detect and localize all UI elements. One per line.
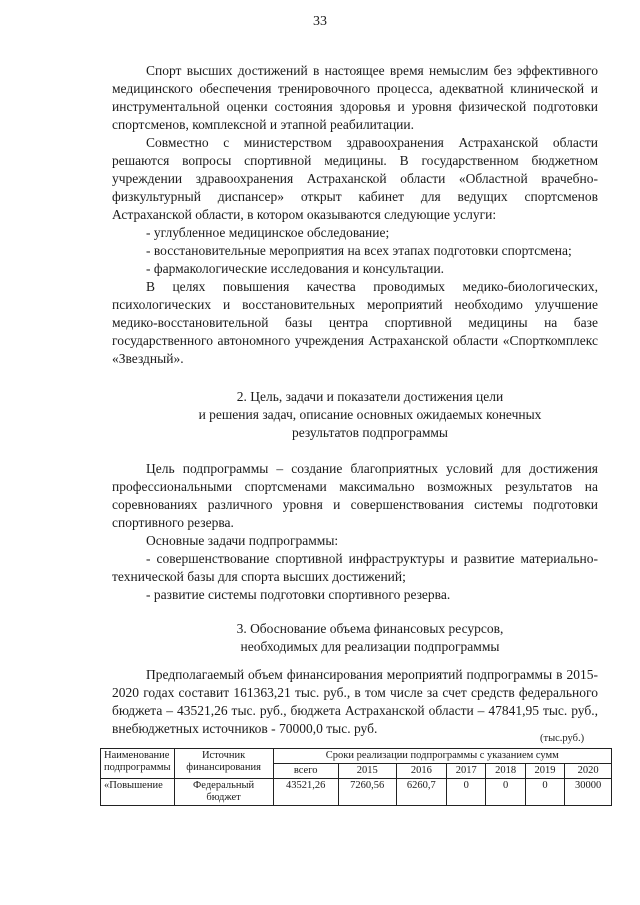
header-year: 2016: [396, 764, 446, 779]
paragraph: Спорт высших достижений в настоящее время немыслим без эффективного медицинского обеспечения тренировочного процесса, адекватной клинической и инструментальной оценки состояния здоровья и уровня физической подготовки спортсменов, комплексной и этапной реабилитации.: [112, 63, 598, 132]
paragraph: Цель подпрограммы – создание благоприятных условий для достижения профессиональными спортсменами максимально возможных результатов на соревнованиях различного уровня и совершенствования системы подготовки спортивного резерва.: [112, 461, 598, 530]
cell-value: 30000: [565, 779, 612, 806]
header-source: Источник финансирования: [174, 749, 273, 779]
header-year: 2020: [565, 764, 612, 779]
header-year: 2017: [447, 764, 486, 779]
section-3-heading: 3. Обоснование объема финансовых ресурсов, необходимых для реализации подпрограммы: [236, 621, 504, 654]
paragraph: Совместно с министерством здравоохранения Астраханской области решаются вопросы спортивной медицины. В государственном бюджетном учреждении здравоохранения Астраханской области «Областной врачебно-физкультурный диспансер» открыт кабинет для ведущих спортсменов Астраханской области, в котором оказываются следующие услуги:: [112, 135, 598, 222]
unit-note: (тыс.руб.): [540, 733, 585, 744]
header-periods: Сроки реализации подпрограммы с указанием сумм: [273, 749, 611, 764]
cell-value: 6260,7: [396, 779, 446, 806]
header-total: всего: [273, 764, 338, 779]
paragraph: Предполагаемый объем финансирования мероприятий подпрограммы в 2015-2020 годах составит 161363,21 тыс. руб., в том числе за счет средств федерального бюджета – 43521,26 тыс. руб., бюджета Астраханской области – 47841,95 тыс. руб., внебюджетных источников - 70000,0 тыс. руб.: [112, 667, 598, 736]
table-header-row: [101, 749, 612, 764]
header-year: 2015: [338, 764, 396, 779]
list-item: - углубленное медицинское обследование;: [146, 225, 390, 240]
paragraph: Основные задачи подпрограммы:: [146, 533, 339, 548]
cell-total: 43521,26: [273, 779, 338, 806]
cell-value: 0: [525, 779, 564, 806]
intro-text: [112, 62, 598, 368]
cell-name: «Повышение: [101, 779, 175, 806]
header-year: 2019: [525, 764, 564, 779]
list-item: - развитие системы подготовки спортивного резерва.: [146, 587, 451, 602]
header-name: Наименование подпрограммы: [101, 749, 175, 779]
cell-value: 7260,56: [338, 779, 396, 806]
list-item: - фармакологические исследования и консультации.: [146, 261, 445, 276]
list-item: - совершенствование спортивной инфраструктуры и развитие материально-технической базы для спорта высших достижений;: [112, 551, 598, 584]
cell-source: Федеральный бюджет: [174, 779, 273, 806]
section-2-heading: 2. Цель, задачи и показатели достижения цели и решения задач, описание основных ожидаемых конечных результатов подпрограммы: [198, 389, 542, 440]
table-row: [101, 779, 612, 806]
page-number: 33: [313, 14, 327, 29]
cell-value: 0: [486, 779, 525, 806]
financing-table: [100, 748, 612, 806]
header-year: 2018: [486, 764, 525, 779]
list-item: - восстановительные мероприятия на всех этапах подготовки спортсмена;: [146, 243, 572, 258]
cell-value: 0: [447, 779, 486, 806]
funding-text: [112, 666, 598, 738]
goal-text: [112, 460, 598, 604]
paragraph: В целях повышения качества проводимых медико-биологических, психологических и восстановительных мероприятий необходимо улучшение медико-восстановительной базы центра спортивной медицины на базе государственного автономного учреждения Астраханской области «Спорткомплекс «Звездный».: [112, 279, 598, 366]
